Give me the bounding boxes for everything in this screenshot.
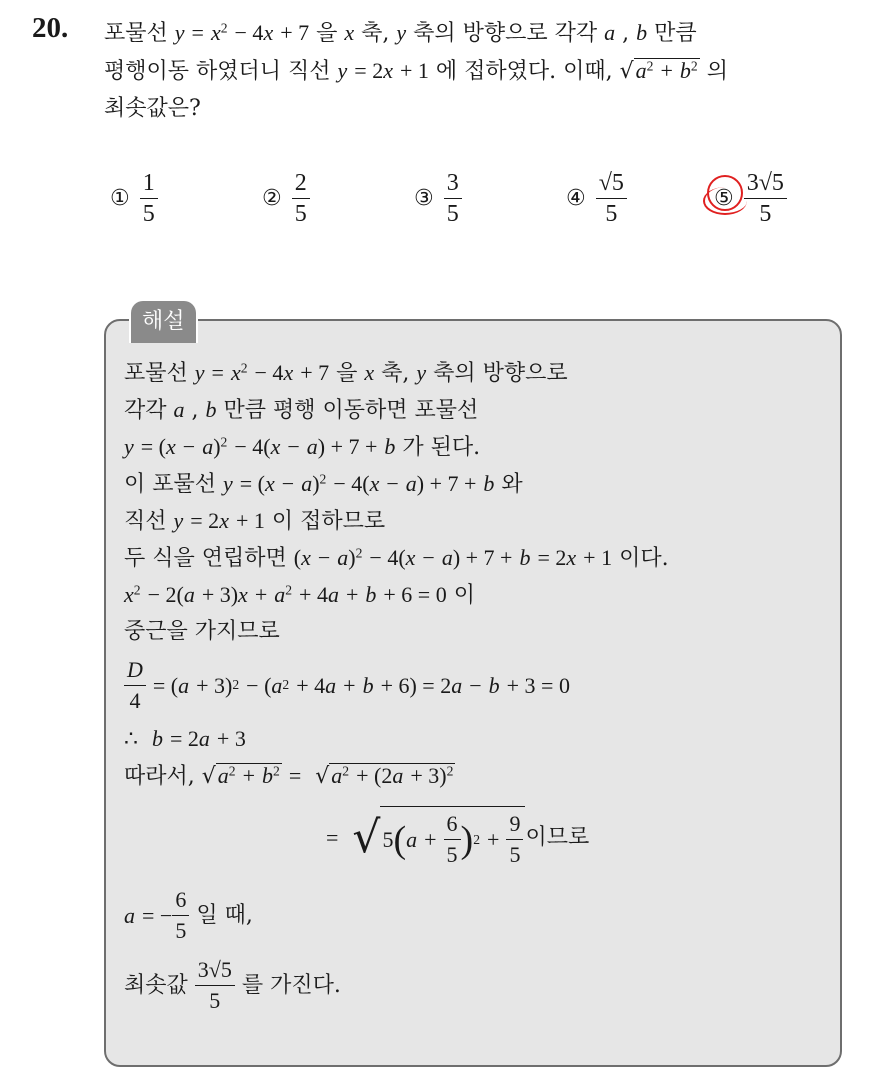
solution-line-1: 포물선 $y = x^2 - 4x + 7$ 을 x 축, y 축의 방향으로 <box>124 360 568 386</box>
solution-line-2: 각각 a , b 만큼 평행 이동하면 포물선 <box>124 397 479 423</box>
question-line-1: 포물선 $y = x^2 - 4x + 7$ 을 x 축, y 축의 방향으로 각각 a , b 만큼 <box>104 20 697 46</box>
solution-line-13: a = − $\frac{6}{5}$ 일 때, <box>124 886 253 943</box>
choice-3-fraction: $\frac{3}{5}$ <box>444 170 462 227</box>
choice-4-fraction: $\frac{√5}{5}$ <box>596 170 627 227</box>
question-text <box>104 14 864 128</box>
solution-line-8: 중근을 가지므로 <box>124 619 280 644</box>
solution-line-11: 따라서, $√a^2 + b^2 = √a^2 + (2a + 3)^2$ <box>124 763 454 789</box>
solution-line-5: 직선 y = 2x + 1 이 접하므로 <box>124 508 386 534</box>
solution-line-7: $x^2 - 2(a + 3)x + a^2 + 4a + b + 6 = 0$ 이 <box>124 582 475 608</box>
solution-line-3: $y = (x - a)^2 - 4(x - a) + 7 + b$ 가 된다. <box>124 434 481 460</box>
solution-line-9: $\frac{D}{4}$ = ( a + 3) 2 − ( a 2 + 4 a + b + 6) = 2 a − b + 3 = 0 <box>124 650 824 720</box>
choice-1-fraction: $\frac{1}{5}$ <box>140 170 158 227</box>
choice-2-fraction: $\frac{2}{5}$ <box>292 170 310 227</box>
choice-1[interactable] <box>110 170 158 227</box>
choice-4[interactable] <box>566 170 627 227</box>
choice-5-label: ⑤ <box>714 186 734 211</box>
solution-line-4: 이 포물선 $y = (x - a)^2 - 4(x - a) + 7 + b$ 와 <box>124 471 523 497</box>
solution-tag: 해설 <box>129 299 198 343</box>
answer-mark-icon <box>707 175 743 211</box>
choice-1-label: ① <box>110 186 130 211</box>
choice-5-fraction: $\frac{3√5}{5}$ <box>744 170 787 227</box>
question-number: 20. <box>32 12 69 44</box>
choice-3[interactable] <box>414 170 462 227</box>
solution-line-12: = √ 5 ( a + $\frac{6}{5}$ ) 2 + $\frac{9}{5}$ 이므로 <box>124 794 824 880</box>
solution-line-6: 두 식을 연립하면 $(x - a)^2 - 4(x - a) + 7 + b = 2x + 1$ 이다. <box>124 545 669 571</box>
choice-4-label: ④ <box>566 186 586 211</box>
choice-2-label: ② <box>262 186 282 211</box>
solution-line-14: 최솟값 $\frac{3√5}{5}$ 를 가진다. <box>124 956 341 1013</box>
choice-3-label: ③ <box>414 186 434 211</box>
solution-text <box>124 354 824 1020</box>
question-line-2: 평행이동 하였더니 직선 y = 2x + 1 에 접하였다. 이때, $√a^2 + b^2$ 의 <box>104 58 728 84</box>
solution-line-10: ∴ b = 2a + 3 <box>124 726 246 751</box>
choice-2[interactable] <box>262 170 310 227</box>
question-line-3: 최솟값은? <box>104 96 201 121</box>
